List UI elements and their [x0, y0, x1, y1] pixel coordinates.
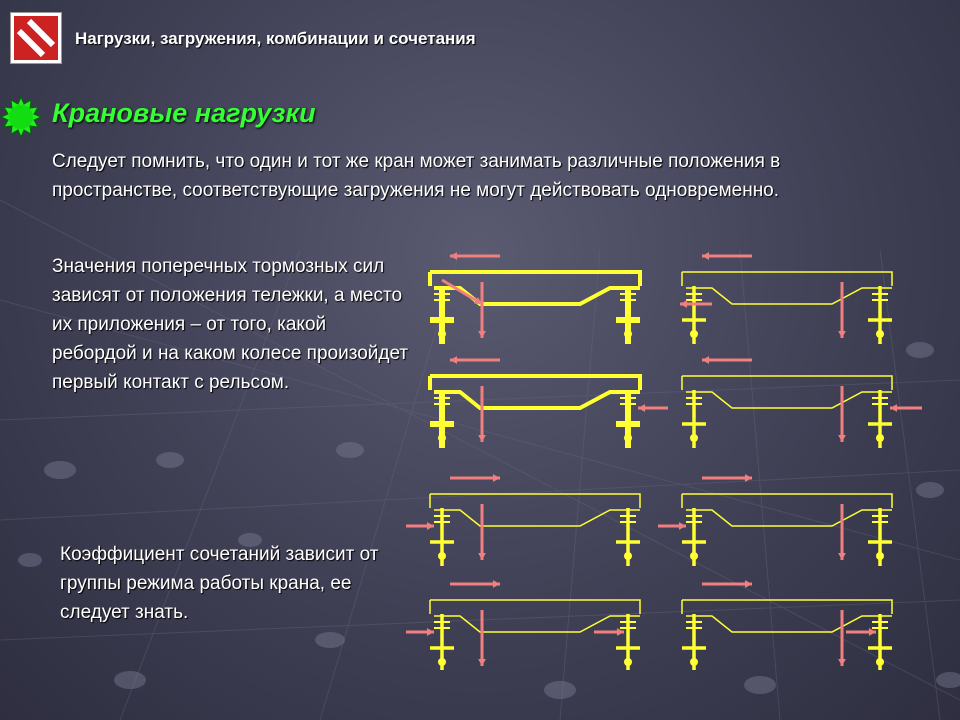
crane-panel: [682, 356, 922, 448]
crane-panel: [682, 580, 892, 670]
paragraph-combination-factor: Коэффициент сочетаний зависит от группы режима работы крана, ее следует знать.: [60, 544, 379, 623]
crane-panel: [430, 252, 640, 344]
crane-load-diagram: [400, 230, 960, 670]
crane-panel: [406, 474, 640, 566]
paragraph-positions: Следует помнить, что один и тот же кран может занимать различные положения в пространстве, соответствующие загружения не могут действовать одновременно.: [52, 151, 781, 201]
section-title: Крановые нагрузки: [52, 98, 316, 128]
crane-panel: [680, 252, 892, 344]
paragraph-braking-forces: Значения поперечных тормозных сил зависят от положения тележки, а место их приложения – от того, какой ребордой и на каком колесе произойдет первый контакт с рельсом.: [52, 256, 409, 393]
header-title: Нагрузки, загружения, комбинации и сочетания: [75, 29, 476, 48]
crane-panel: [658, 474, 892, 566]
green-star-bullet-icon: [0, 96, 42, 138]
logo-emblem-icon: [11, 13, 61, 63]
crane-panel: [430, 356, 668, 448]
logo: [10, 12, 62, 64]
crane-panel: [406, 580, 640, 670]
